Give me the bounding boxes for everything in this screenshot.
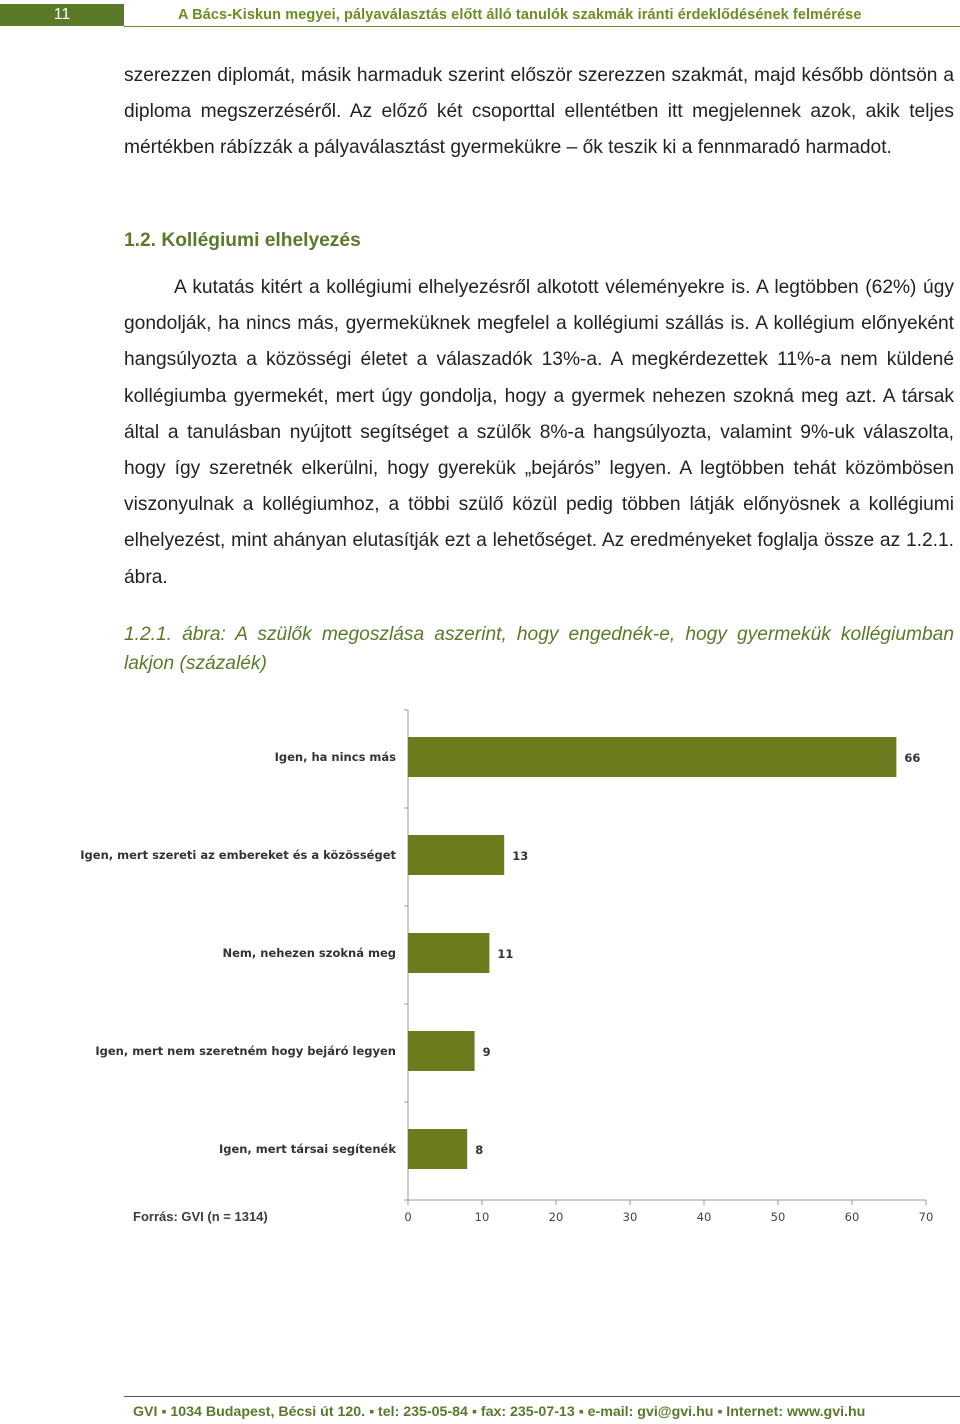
- data-label: 11: [497, 947, 514, 961]
- category-label: Igen, mert nem szeretném hogy bejáró legyen: [95, 1044, 396, 1058]
- data-label: 13: [512, 849, 529, 863]
- x-tick-label: 40: [696, 1210, 712, 1224]
- x-tick-label: 50: [770, 1210, 786, 1224]
- bar: [408, 1129, 467, 1169]
- paragraph-1: szerezzen diplomát, másik harmaduk szerint először szerezzen szakmát, majd később döntsön a diploma megszerzéséről. Az előző két csoporttal ellentétben itt megjelennek azok, akik teljes mértékben rábízzák a pályaválasztást gyermekükre – ők teszik ki a fennmaradó harmadot.: [124, 65, 954, 159]
- bar: [408, 835, 504, 875]
- category-label: Igen, mert társai segítenék: [218, 1142, 396, 1156]
- category-label: Igen, ha nincs más: [274, 750, 396, 764]
- data-label: 66: [904, 751, 921, 765]
- paragraph-2: A kutatás kitért a kollégiumi elhelyezésről alkotott véleményekre is. A legtöbben (62%) úgy gondolják, ha nincs más, gyermeküknek megfelel a kollégiumi szállás is. A kollégium előnyeként hangsúlyozta a közösségi életet a válaszadók 13%-a. A megkérdezettek 11%-a nem küldené kollégiumba gyermekét, mert úgy gondolja, hogy a gyermek nehezen szokná meg azt. A társak által a tanulásban nyújtott segítséget a szülők 8%-a hangsúlyozta, valamint 9%-uk válaszolta, hogy így szeretnék elkerülni, hogy gyerekük „bejárós” legyen. A legtöbben tehát közömbösen viszonyulnak a kollégiumhoz, a többi szülő közül pedig többen látják előnyösnek a kollégiumi elhelyezést, mint ahányan elutasítják ezt a lehetőséget. Az eredményeket foglalja össze az 1.2.1. ábra.: [124, 277, 954, 588]
- bar-chart: [0, 700, 960, 1240]
- x-tick-label: 10: [474, 1210, 490, 1224]
- x-tick-label: 20: [548, 1210, 564, 1224]
- x-tick-label: 0: [404, 1210, 412, 1224]
- category-label: Igen, mert szereti az embereket és a közösséget: [80, 848, 396, 862]
- bar: [408, 1031, 475, 1071]
- section-title: 1.2. Kollégiumi elhelyezés: [124, 230, 361, 251]
- chart-source: Forrás: GVI (n = 1314): [133, 1209, 268, 1224]
- x-tick-label: 60: [844, 1210, 860, 1224]
- page-number: 11: [0, 4, 124, 26]
- page-header: [0, 0, 960, 30]
- bar: [408, 933, 489, 973]
- footer-divider: [124, 1396, 960, 1397]
- figure-caption: 1.2.1. ábra: A szülők megoszlása aszerint, hogy engednék-e, hogy gyermekük kollégiumban lakjon (százalék): [124, 624, 954, 674]
- data-label: 9: [482, 1045, 491, 1059]
- data-label: 8: [475, 1143, 484, 1157]
- header-divider: [124, 26, 960, 27]
- page-footer: GVI ▪ 1034 Budapest, Bécsi út 120. ▪ tel: 235-05-84 ▪ fax: 235-07-13 ▪ e-mail: gvi@gvi.hu ▪ Internet: www.gvi.hu: [133, 1404, 866, 1420]
- x-tick-label: 30: [622, 1210, 638, 1224]
- category-label: Nem, nehezen szokná meg: [222, 946, 396, 960]
- bar: [408, 737, 896, 777]
- x-tick-label: 70: [918, 1210, 934, 1224]
- header-title: A Bács-Kiskun megyei, pályaválasztás előtt álló tanulók szakmák iránti érdeklődésének felmérése: [178, 7, 862, 23]
